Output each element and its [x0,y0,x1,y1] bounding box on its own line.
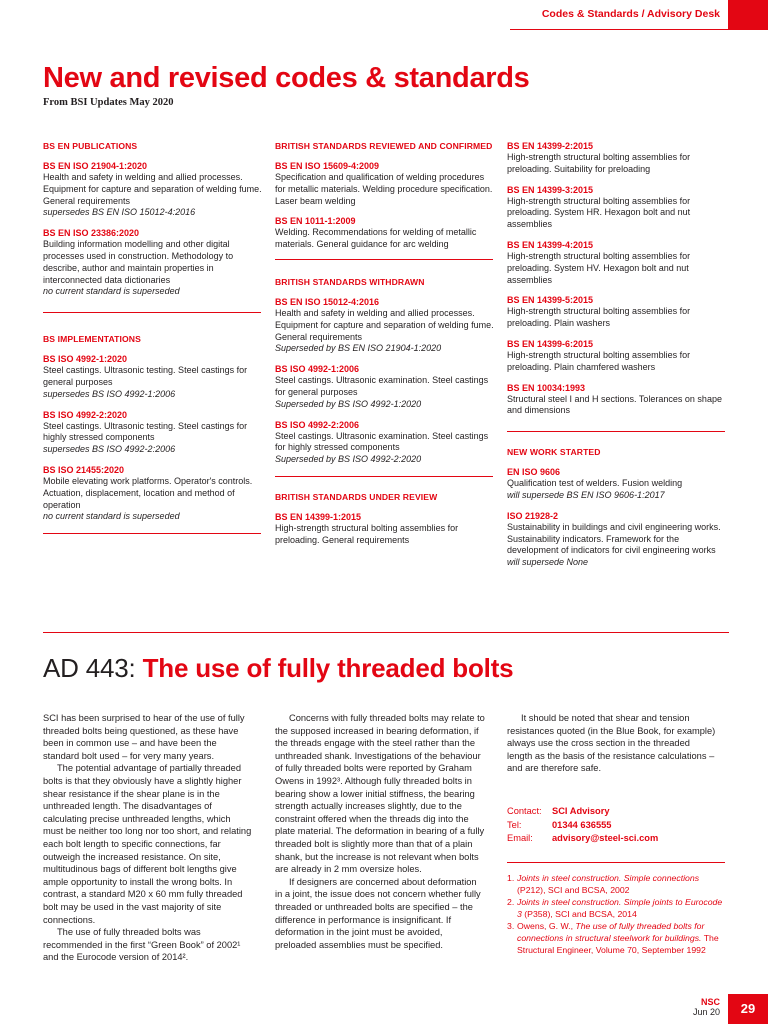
email-link[interactable]: advisory@steel-sci.com [552,833,659,843]
standard-code: BS EN ISO 15609-4:2009 [275,161,380,171]
standard-note: supersedes BS ISO 4992-1:2006 [43,388,176,399]
standard-entry [507,466,727,502]
email-label: Email: [507,833,533,843]
section-heading: BS IMPLEMENTATIONS [43,334,141,345]
standard-entry [275,419,495,466]
standard-code: BS ISO 21455:2020 [43,464,125,475]
page-number: 29 [728,994,768,1024]
footer [660,997,720,1018]
standard-note: will supersede None [507,557,589,568]
section-rule [275,259,493,260]
standard-note: will supersede BS EN ISO 9606-1:2017 [507,489,665,500]
references-list [507,873,727,957]
standard-note: supersedes BS EN ISO 15012-4:2016 [43,207,196,218]
standard-desc: Sustainability in buildings and civil engineering works. Sustainability indicators. Framework for the development of indicators for civil engineering works [507,521,721,556]
contact-row [507,805,658,819]
reference-detail: (P358), SCI and BCSA, 2014 [521,908,637,919]
standard-desc: Building information modelling and other digital processes used in construction. Methodology to describe, author and maintain properties in interconnected data dictionaries [43,239,234,285]
standards-column-1 [43,140,263,548]
reference-number: 1. [507,873,515,883]
section-divider [43,632,729,633]
section-rule [507,431,725,432]
standard-code: BS EN ISO 15012-4:2016 [275,296,380,307]
standard-code: BS ISO 4992-2:2020 [43,409,128,420]
article-paragraph: The use of fully threaded bolts was recommended in the first “Green Book” of 2002¹ and the Eurocode version of 2014². [43,927,241,963]
brand-logo: NSC [700,997,720,1007]
advisory-heading: The use of fully threaded bolts [142,653,514,683]
page-title: New and revised codes & standards [43,62,530,94]
standard-note: no current standard is superseded [43,511,180,522]
standard-code: BS EN 14399-4:2015 [507,239,594,250]
standard-entry [507,510,727,569]
standard-desc: Health and safety in welding and allied processes. Equipment for capture and separation of welding fume. General requirements [275,307,494,342]
contact-label: Contact: [507,806,542,816]
section-header: Codes & Standards / Advisory Desk [541,8,720,20]
standard-entry [43,464,263,523]
contact-value: SCI Advisory [552,806,610,816]
standard-code: ISO 21928-2 [507,510,559,521]
section-heading: BRITISH STANDARDS REVIEWED AND CONFIRMED [275,141,493,151]
standard-note: supersedes BS ISO 4992-2:2006 [43,444,176,455]
section-rule [275,476,493,477]
article-paragraph: If designers are concerned about deformation in a joint, the issue does not concern whether fully threaded or unthreaded bolts are specified – the difference in performance is insignificant. If deformation in the joint must be avoided, preloaded assemblies must be specified. [275,876,481,950]
standard-code: BS ISO 4992-2:2006 [275,419,360,430]
reference-author: Owens, G. W., [517,921,576,932]
reference-detail: (P212), SCI and BCSA, 2002 [517,884,630,895]
reference-title: Joints in steel construction. Simple connections [517,873,700,883]
standard-desc: Qualification test of welders. Fusion welding [507,478,683,489]
references-rule [507,862,725,863]
standard-code: BS ISO 4992-1:2020 [43,354,128,365]
tel-row [507,819,658,833]
standard-desc: Mobile elevating work platforms. Operator's controls. Actuation, displacement, location and method of operation [43,475,253,510]
standards-column-2 [275,140,495,555]
standard-entry [507,239,727,286]
standard-desc: Health and safety in welding and allied processes. Equipment for capture and separation of welding fume. General requirements [43,172,262,206]
reference-item [507,897,727,920]
standard-desc: High-strength structural bolting assemblies for preloading. Plain chamfered washers [507,349,691,372]
standard-entry [507,184,727,231]
contact-block [507,805,658,846]
reference-number: 3. [507,921,515,932]
standard-entry [507,382,727,418]
standard-desc: Steel castings. Ultrasonic examination. Steel castings for highly stressed components [275,430,489,453]
standard-entry [275,215,495,251]
standard-desc: Structural steel I and H sections. Tolerances on shape and dimensions [507,393,722,416]
standard-entry [507,140,727,176]
standard-desc: Welding. Recommendations for welding of metallic materials. General guidance for arc welding [275,227,477,250]
standard-code: BS EN ISO 23386:2020 [43,228,140,239]
standard-desc: Steel castings. Ultrasonic testing. Steel castings for highly stressed components [43,420,248,443]
standard-note: no current standard is superseded [43,286,180,297]
standard-desc: High-strength structural bolting assemblies for preloading. General requirements [275,522,459,545]
article-paragraph: SCI has been surprised to hear of the use of fully threaded bolts being questioned, as these have been in common use – and have been the standard bolt used – for very many years. [43,713,245,761]
standard-desc: High-strength structural bolting assemblies for preloading. Plain washers [507,306,691,329]
standard-entry [507,338,727,374]
section-heading: BS EN PUBLICATIONS [43,141,138,151]
standard-code: BS EN 1011-1:2009 [275,216,356,227]
reference-number: 2. [507,897,515,908]
section-heading: BRITISH STANDARDS WITHDRAWN [275,276,425,287]
reference-title: The use of fully threaded bolts for connections in structural steelwork for buildings. [517,921,705,943]
section-rule [43,312,261,313]
standard-note: Superseded by BS ISO 4992-1:2020 [275,398,422,409]
standard-code: BS ISO 4992-1:2006 [275,364,360,375]
article-paragraph: The potential advantage of partially threaded bolts is that they obviously have a slightly higher shear resistance if the shear plane is in the unthreaded length. The disadvantages of calculating precise unthreaded lengths, which must be neither too long nor too short, and relating each bolt length to specific connections, far outweigh the increased resistance. On site, multitudinous bags of different bolt lengths give ample opportunity to install the wrong bolts. In contrast, a standard M20 x 60 mm fully threaded bolt may be used in the vast majority of site connections. [43,763,252,925]
standard-code: BS EN 14399-3:2015 [507,184,594,195]
standard-code: BS EN ISO 21904-1:2020 [43,161,148,171]
standard-code: BS EN 14399-5:2015 [507,295,594,306]
source-line: From BSI Updates May 2020 [43,97,174,108]
standard-code: BS EN 14399-1:2015 [275,511,362,522]
standard-code: BS EN 14399-2:2015 [507,141,594,151]
standard-entry [275,296,495,355]
standard-desc: High-strength structural bolting assemblies for preloading. System HV. Hexagon bolt and nut assemblies [507,250,691,285]
standard-entry [43,353,263,400]
article-column-2 [275,712,485,951]
standard-entry [275,363,495,410]
standard-code: BS EN 10034:1993 [507,382,586,393]
advisory-title [43,653,513,684]
advisory-number: AD 443: [43,653,136,683]
section-rule [43,533,261,534]
standard-desc: Specification and qualification of welding procedures for metallic materials. Welding procedure specification. Laser beam welding [275,172,493,206]
standard-entry [43,160,263,219]
tel-value[interactable]: 01344 636555 [552,819,612,830]
standard-entry [43,227,263,298]
standard-entry [275,160,495,207]
standard-entry [43,409,263,456]
standard-code: EN ISO 9606 [507,467,561,478]
email-row [507,832,658,846]
header-tab [728,0,768,30]
standard-note: Superseded by BS ISO 4992-2:2020 [275,454,422,465]
standards-column-3 [507,140,727,577]
standard-desc: Steel castings. Ultrasonic testing. Steel castings for general purposes [43,365,248,387]
article-paragraph: It should be noted that shear and tension resistances quoted (in the Blue Book, for example) always use the cross section in the threaded length as the basis of the resistance calculations – and are therefore safe. [507,713,716,774]
section-heading: BRITISH STANDARDS UNDER REVIEW [275,491,438,502]
reference-item [507,921,727,956]
standard-entry [507,294,727,330]
standard-entry [275,511,495,547]
tel-label: Tel: [507,819,522,830]
standard-desc: High-strength structural bolting assemblies for preloading. Suitability for preloading [507,152,691,174]
reference-title: Joints in steel construction. Simple joints to Eurocode 3 [517,897,723,919]
article-column-3 [507,712,717,775]
article-paragraph: Concerns with fully threaded bolts may relate to the supposed increased in bearing deformation, if the threads engage with the steel rather than the unthreaded shank. Investigations of the behaviour of fully threaded bolts were reported by Graham Owens in 1992³. Although fully threaded bolts in bearing show a lower initial stiffness, the bearing strength actually increases slightly, due to the constraint offered when the threads dig into the plate material. The deformation in bearing of a fully threaded bolt is slightly more than that of a plain shank, but the increase is not relevant when bolts are already in 2 mm oversize holes. [275,713,485,875]
article-column-1 [43,712,253,964]
standard-code: BS EN 14399-6:2015 [507,338,594,349]
section-heading: NEW WORK STARTED [507,447,601,458]
standard-note: Superseded by BS EN ISO 21904-1:2020 [275,343,442,354]
reference-detail: The Structural Engineer, Volume 70, September 1992 [517,932,719,955]
standard-desc: Steel castings. Ultrasonic examination. Steel castings for general purposes [275,375,489,397]
issue-date: Jun 20 [692,1007,720,1017]
standard-desc: High-strength structural bolting assemblies for preloading. System HR. Hexagon bolt and nut assemblies [507,195,691,230]
reference-item [507,873,727,896]
